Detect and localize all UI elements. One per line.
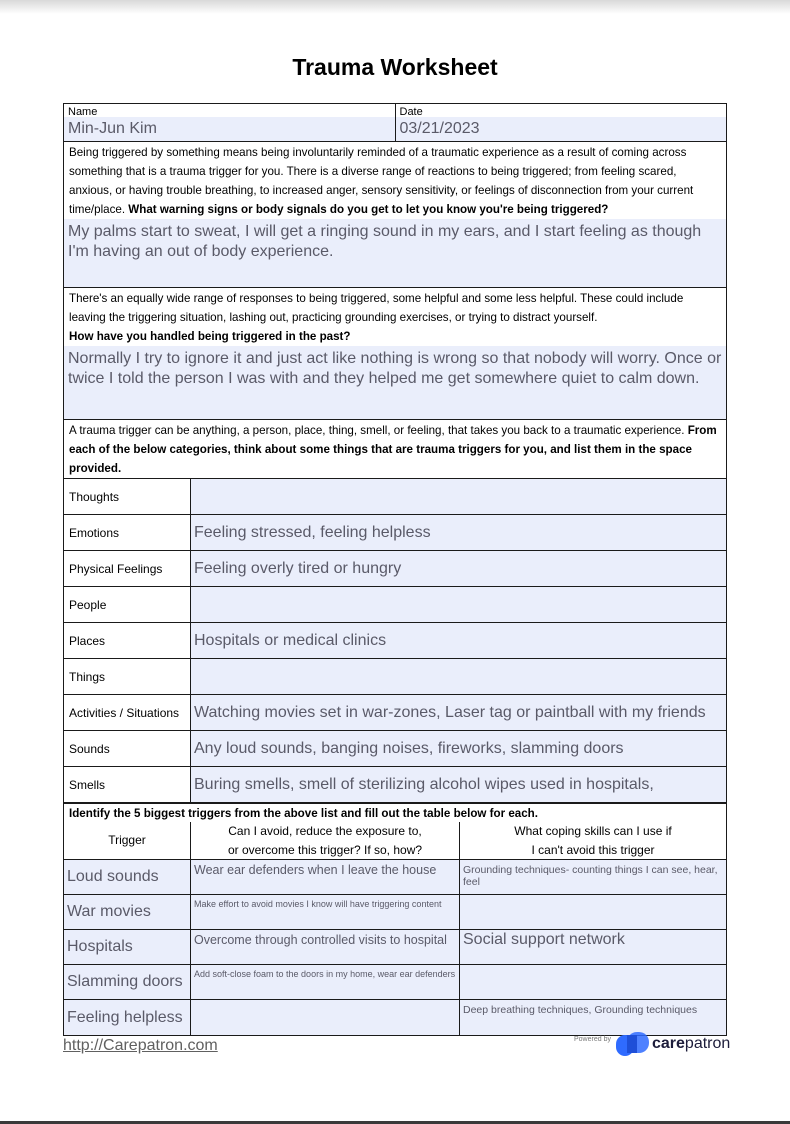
- trigger-field[interactable]: Slamming doors: [64, 965, 191, 999]
- coping-field[interactable]: Social support network: [460, 930, 726, 964]
- coping-header-line2: I can't avoid this trigger: [531, 842, 655, 857]
- trigger-field[interactable]: Loud sounds: [64, 860, 191, 894]
- category-row: [64, 623, 726, 659]
- trigger-row: [64, 1000, 726, 1035]
- avoid-header-line1: Can I avoid, reduce the exposure to,: [228, 823, 422, 838]
- warning-signs-text: Being triggered by something means being involuntarily reminded of a traumatic experience as a result of coming across something that is a trauma trigger for you. There is a diverse range of reactions to being triggered; from feeling scared, anxious, or having trouble breathing, to increased anger, sensory sensitivity, or feelings of disconnection from your current time/place.: [69, 146, 694, 216]
- category-row: [64, 587, 726, 623]
- coping-column-header: [460, 822, 726, 859]
- avoid-field[interactable]: [191, 1000, 460, 1035]
- category-label: Activities / Situations: [64, 695, 191, 730]
- triggers-intro: Identify the 5 biggest triggers from the above list and fill out the table below for each.: [64, 803, 726, 822]
- warning-signs-question: What warning signs or body signals do you get to let you know you're being triggered?: [128, 203, 609, 216]
- trigger-field[interactable]: War movies: [64, 895, 191, 929]
- category-row: [64, 551, 726, 587]
- trigger-row: [64, 965, 726, 1000]
- carepatron-link[interactable]: http://Carepatron.com: [63, 1037, 218, 1054]
- avoid-field[interactable]: Add soft-close foam to the doors in my home, wear ear defenders: [191, 965, 460, 999]
- carepatron-logo-icon: [616, 1032, 649, 1056]
- category-answer[interactable]: [191, 587, 726, 622]
- date-field[interactable]: 03/21/2023: [396, 117, 727, 141]
- name-cell: [64, 104, 395, 141]
- name-label: Name: [64, 104, 395, 117]
- category-row: [64, 515, 726, 551]
- carepatron-logo[interactable]: [616, 1032, 730, 1056]
- avoid-field[interactable]: Make effort to avoid movies I know will have triggering content: [191, 895, 460, 929]
- warning-signs-prompt: [64, 142, 726, 219]
- category-answer[interactable]: Feeling stressed, feeling helpless: [191, 515, 726, 550]
- warning-signs-section: [64, 142, 726, 288]
- categories-text: A trauma trigger can be anything, a person, place, thing, smell, or feeling, that takes you back to a traumatic experience.: [69, 424, 685, 437]
- category-answer[interactable]: Buring smells, smell of sterilizing alcohol wipes used in hospitals,: [191, 767, 726, 802]
- category-label: Things: [64, 659, 191, 694]
- category-row: [64, 659, 726, 695]
- coping-field[interactable]: [460, 895, 726, 929]
- categories-table: [64, 479, 726, 803]
- category-answer[interactable]: Feeling overly tired or hungry: [191, 551, 726, 586]
- category-answer[interactable]: Any loud sounds, banging noises, fireworks, slamming doors: [191, 731, 726, 766]
- avoid-column-header: [191, 822, 460, 859]
- category-label: Sounds: [64, 731, 191, 766]
- category-label: People: [64, 587, 191, 622]
- past-handling-answer[interactable]: Normally I try to ignore it and just act like nothing is wrong so that nobody will worry. Once or twice I told the person I was with and they helped me get somewhere quiet to calm down.: [64, 346, 726, 419]
- category-label: Smells: [64, 767, 191, 802]
- past-handling-text: There's an equally wide range of responses to being triggered, some helpful and some less helpful. These could include leaving the triggering situation, lashing out, practicing grounding exercises, or trying to distract yourself.: [69, 292, 684, 324]
- coping-header-line1: What coping skills can I use if: [514, 823, 672, 838]
- category-row: [64, 731, 726, 767]
- worksheet-form: [63, 103, 727, 1036]
- category-label: Thoughts: [64, 479, 191, 514]
- name-field[interactable]: Min-Jun Kim: [64, 117, 395, 141]
- trigger-field[interactable]: Feeling helpless: [64, 1000, 191, 1035]
- date-label: Date: [396, 104, 727, 117]
- past-handling-question: How have you handled being triggered in the past?: [69, 330, 351, 343]
- trigger-row: [64, 895, 726, 930]
- triggers-table: [64, 860, 726, 1035]
- warning-signs-answer[interactable]: My palms start to sweat, I will get a ringing sound in my ears, and I start feeling as though I'm having an out of body experience.: [64, 219, 726, 287]
- trigger-field[interactable]: Hospitals: [64, 930, 191, 964]
- trigger-column-header: Trigger: [64, 822, 191, 859]
- categories-prompt: [64, 420, 726, 479]
- category-answer[interactable]: Watching movies set in war-zones, Laser tag or paintball with my friends: [191, 695, 726, 730]
- top-shade: [0, 0, 790, 14]
- category-answer[interactable]: [191, 659, 726, 694]
- category-label: Emotions: [64, 515, 191, 550]
- coping-field[interactable]: Deep breathing techniques, Grounding techniques: [460, 1000, 726, 1035]
- category-row: [64, 479, 726, 515]
- trigger-row: [64, 930, 726, 965]
- category-answer[interactable]: Hospitals or medical clinics: [191, 623, 726, 658]
- header-row: [64, 104, 726, 142]
- triggers-header-row: [64, 822, 726, 860]
- past-handling-section: [64, 288, 726, 420]
- avoid-field[interactable]: Overcome through controlled visits to hospital: [191, 930, 460, 964]
- category-row: [64, 767, 726, 803]
- avoid-header-line2: or overcome this trigger? If so, how?: [227, 842, 423, 857]
- category-label: Places: [64, 623, 191, 658]
- category-label: Physical Feelings: [64, 551, 191, 586]
- category-row: [64, 695, 726, 731]
- coping-field[interactable]: [460, 965, 726, 999]
- past-handling-prompt: [64, 288, 726, 346]
- categories-question: From each of the below categories, think about some things that are trauma triggers for you, and list them in the space provided.: [69, 424, 717, 475]
- date-cell: [395, 104, 727, 141]
- carepatron-wordmark: carepatron: [652, 1035, 731, 1052]
- powered-by-label: Powered by: [574, 1036, 611, 1043]
- avoid-field[interactable]: Wear ear defenders when I leave the house: [191, 860, 460, 894]
- page-title: Trauma Worksheet: [292, 54, 498, 80]
- coping-field[interactable]: Grounding techniques- counting things I can see, hear, feel: [460, 860, 726, 894]
- trigger-row: [64, 860, 726, 895]
- category-answer[interactable]: [191, 479, 726, 514]
